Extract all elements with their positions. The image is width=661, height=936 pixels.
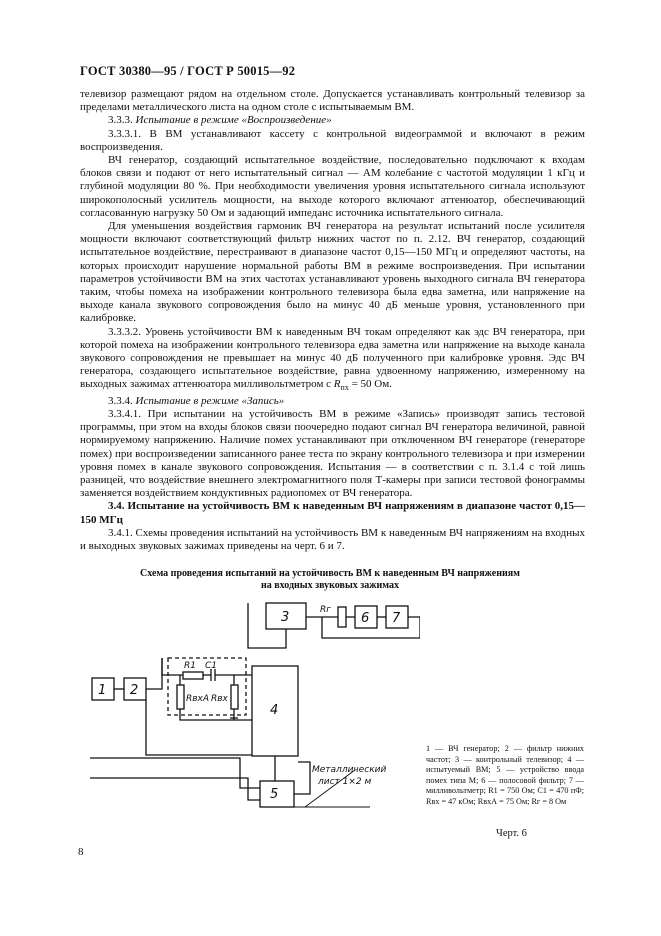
section-number: 3.3.3. [108,114,133,127]
r1-label: R1 [184,661,196,671]
rvxa-label: RвхА [186,694,210,704]
block-1-label: 1 [98,683,107,698]
sheet-label-2: лист 1×2 м [318,777,372,787]
resistor-rvxa [177,685,184,709]
figure-title [140,568,520,591]
block-2-label: 2 [130,683,139,698]
figure-title-line: Схема проведения испытаний на устойчивость ВМ к наведенным ВЧ напряжениям [140,568,520,579]
paragraph: Для уменьшения воздействия гармоник ВЧ генератора на результат испытаний после усилителя мощности включают соответствующий фильтр нижних частот по п. 2.12. ВЧ генератор, создающий испытательное воздействие, перестраивают в диапазоне частот 0,15—150 МГц и определяют частоты, на которых происходит нарушение нормальной работы ВМ в режиме воспроизведения. При испытании параметров устойчивости ВМ на этих частотах устанавливают уровень выходного сигнала ВЧ генератора таким, чтобы помеха на изображении контрольного телевизора была едва заметна, или напряжение на выходе канала звукового сопровождения было на минус 40 дБ меньше уровня, установленного при калибровке. [80,220,585,325]
figure-title-line: на входных звуковых зажимах [260,579,400,591]
paragraph: телевизор размещают рядом на отдельном столе. Допускается устанавливать контрольный телевизор за пределами металлического листа на одном столе с испытываемым ВМ. [80,88,585,114]
rvx-label: Rвх [211,694,228,704]
resistor-rvx [231,685,238,709]
section-title: Испытание в режиме «Запись» [135,394,285,407]
paragraph-text: 3.3.3.2. Уровень устойчивости ВМ к наведенным ВЧ токам определяют как эдс ВЧ генератора, при которой помеха на изображении контрольного телевизора едва заметна или напряжение на выходе канала звукового сопровождения не превышает на минус 40 дБ полученного при калибровке уровня. Эдс ВЧ генератора, создающего испытательное воздействие, равна удвоенному напряжению, измеренному на выходных зажимах аттенюатора милливольтметром с [80,325,585,391]
page-header: ГОСТ 30380—95 / ГОСТ Р 50015—92 [80,64,296,78]
paragraph: 3.4.1. Схемы проведения испытаний на устойчивость ВМ к наведенным ВЧ напряжениям на входных и выходных звуковых зажимах приведены на черт. 6 и 7. [80,526,585,553]
page-number: 8 [78,846,84,858]
sheet-label-1: Металлический [312,765,387,775]
document-body [80,88,585,553]
resistor-rg [338,607,346,627]
paragraph [80,326,585,395]
paragraph: 3.3.4.1. При испытании на устойчивость ВМ в режиме «Запись» производят запись тестовой программы, при этом на входы блоков связи поочередно подают сигнал ВЧ генератора величиной, равной нормируемому напряжению. Наличие помех устанавливают при отключенном ВЧ генераторе (генераторе помех) при воспроизведении записанного ранее теста по экрану контрольного телевизора и при измерении уровня помех в канале звукового сопровождения. Испытания — в соответствии с п. 3.1.4 с той лишь разницей, что воздействие внешнего электромагнитного поля Т-камеры при записи тестовой фонограммы заменяется воздействием кондуктивных радиопомех от ВЧ генератора. [80,408,585,500]
circuit-diagram [80,600,420,820]
rg-label: Rг [320,605,331,615]
section-title: Испытание на устойчивость ВМ к наведенным ВЧ напряжениям в диапазоне частот 0,15—150 МГц [80,500,586,526]
paragraph: ВЧ генератор, создающий испытательное воздействие, последовательно подключают к входам блоков связи и подают от него испытательный сигнал — АМ колебание с частотой модуляции 1 кГц и глубиной модуляции 80 %. При необходимости увеличения уровня испытательного сигнала используют широкополосный усилитель мощности, на выходе которого включают аттенюатор, обеспечивающий согласованную нагрузку 50 Ом и задающий импеданс источника испытательного сигнала. [80,154,585,219]
block-3-label: 3 [281,610,290,625]
block-7-label: 7 [392,611,401,626]
figure-legend: 1 — ВЧ генератор; 2 — фильтр нижних частот; 3 — контрольный телевизор; 4 — испытуемый ВМ; 5 — устройство ввода помех типа М; 6 — полосовой фильтр; 7 — милливольтметр; R1 = 750 Ом; C1 = 470 пФ; Rвх = 47 кОм; RвхА = 75 Ом; Rг = 8 Ом [426,744,584,806]
block-6-label: 6 [361,611,370,626]
symbol-sub: пх [340,383,349,393]
block-4-label: 4 [270,703,279,718]
paragraph-tail: = 50 Ом. [348,378,392,391]
section-title: Испытание в режиме «Воспроизведение» [135,114,332,127]
section-heading [80,500,585,526]
symbol-r: R [333,378,341,391]
paragraph: 3.3.3.1. В ВМ устанавливают кассету с контрольной видеограммой и включают в режим воспроизведения. [80,127,585,153]
section-number: 3.4. [108,500,125,513]
section-heading [80,395,585,408]
section-number: 3.3.4. [108,394,133,407]
resistor-r1 [183,672,203,679]
c1-label: C1 [205,661,218,671]
figure-number: Черт. 6 [496,828,527,839]
section-heading [80,114,585,127]
block-5-label: 5 [270,787,279,802]
